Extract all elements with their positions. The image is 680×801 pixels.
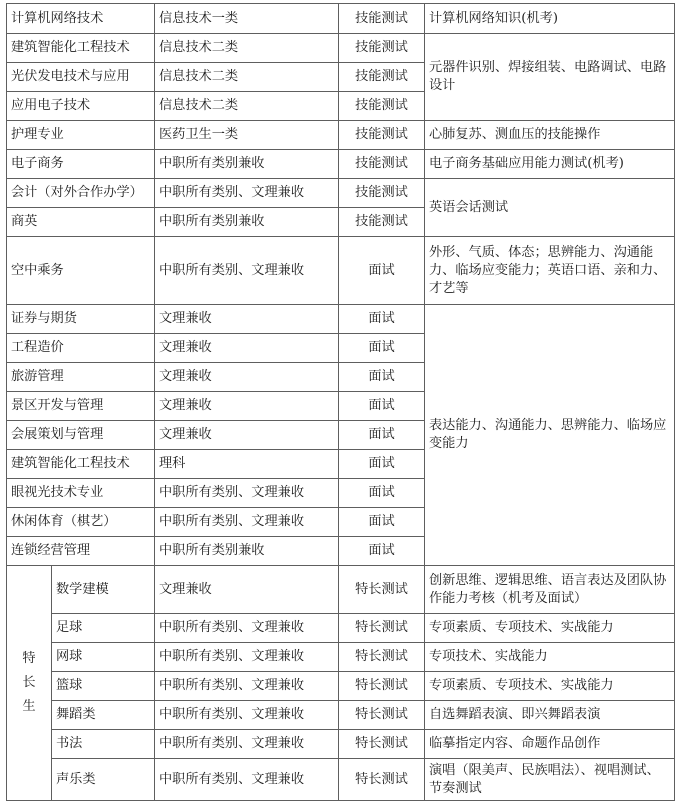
major-cell: 景区开发与管理: [7, 392, 155, 421]
method-cell: 技能测试: [339, 4, 425, 34]
category-cell: 中职所有类别、文理兼收: [155, 701, 339, 730]
method-cell: 特长测试: [339, 759, 425, 801]
major-cell: 会展策划与管理: [7, 421, 155, 450]
major-cell: 建筑智能化工程技术: [7, 450, 155, 479]
content-cell: 专项素质、专项技术、实战能力: [425, 672, 675, 701]
method-cell: 技能测试: [339, 208, 425, 237]
special-group-label: 特长生: [22, 651, 36, 714]
category-cell: 文理兼收: [155, 566, 339, 614]
category-cell: 文理兼收: [155, 421, 339, 450]
table-row: [7, 730, 675, 759]
major-cell: 光伏发电技术与应用: [7, 63, 155, 92]
content-cell: 自选舞蹈表演、即兴舞蹈表演: [425, 701, 675, 730]
method-cell: 面试: [339, 450, 425, 479]
special-major-cell: 足球: [52, 614, 155, 643]
table-row: [7, 759, 675, 801]
major-cell: 证券与期货: [7, 305, 155, 334]
category-cell: 中职所有类别、文理兼收: [155, 759, 339, 801]
category-cell: 中职所有类别、文理兼收: [155, 179, 339, 208]
category-cell: 信息技术二类: [155, 63, 339, 92]
table-row: [7, 237, 675, 305]
special-major-cell: 书法: [52, 730, 155, 759]
category-cell: 文理兼收: [155, 392, 339, 421]
category-cell: 医药卫生一类: [155, 121, 339, 150]
method-cell: 特长测试: [339, 701, 425, 730]
table-row: [7, 614, 675, 643]
special-major-cell: 舞蹈类: [52, 701, 155, 730]
major-cell: 空中乘务: [7, 237, 155, 305]
category-cell: 中职所有类别兼收: [155, 208, 339, 237]
major-cell: 工程造价: [7, 334, 155, 363]
method-cell: 面试: [339, 537, 425, 566]
major-cell: 旅游管理: [7, 363, 155, 392]
category-cell: 中职所有类别、文理兼收: [155, 237, 339, 305]
category-cell: 中职所有类别兼收: [155, 537, 339, 566]
method-cell: 特长测试: [339, 643, 425, 672]
category-cell: 中职所有类别兼收: [155, 150, 339, 179]
table-row: [7, 150, 675, 179]
major-cell: 连锁经营管理: [7, 537, 155, 566]
content-cell: 表达能力、沟通能力、思辨能力、临场应变能力: [425, 305, 675, 566]
method-cell: 技能测试: [339, 34, 425, 63]
major-cell: 眼视光技术专业: [7, 479, 155, 508]
special-major-cell: 数学建模: [52, 566, 155, 614]
method-cell: 技能测试: [339, 150, 425, 179]
method-cell: 技能测试: [339, 63, 425, 92]
category-cell: 中职所有类别、文理兼收: [155, 730, 339, 759]
content-cell: 临摹指定内容、命题作品创作: [425, 730, 675, 759]
category-cell: 信息技术一类: [155, 4, 339, 34]
table-row: [7, 121, 675, 150]
method-cell: 面试: [339, 392, 425, 421]
category-cell: 文理兼收: [155, 363, 339, 392]
admission-test-table: [6, 3, 675, 801]
category-cell: 理科: [155, 450, 339, 479]
method-cell: 技能测试: [339, 179, 425, 208]
category-cell: 信息技术二类: [155, 34, 339, 63]
method-cell: 技能测试: [339, 92, 425, 121]
method-cell: 面试: [339, 421, 425, 450]
content-cell: 专项技术、实战能力: [425, 643, 675, 672]
major-cell: 护理专业: [7, 121, 155, 150]
category-cell: 信息技术二类: [155, 92, 339, 121]
content-cell: 心肺复苏、测血压的技能操作: [425, 121, 675, 150]
content-cell: 元器件识别、焊接组装、电路调试、电路设计: [425, 34, 675, 121]
table-row: [7, 643, 675, 672]
method-cell: 特长测试: [339, 672, 425, 701]
method-cell: 面试: [339, 363, 425, 392]
content-cell: 演唱（限美声、民族唱法）、视唱测试、节奏测试: [425, 759, 675, 801]
table-row: [7, 34, 675, 63]
major-cell: 休闲体育（棋艺）: [7, 508, 155, 537]
content-cell: 计算机网络知识(机考): [425, 4, 675, 34]
table-row: [7, 4, 675, 34]
special-major-cell: 声乐类: [52, 759, 155, 801]
major-cell: 会计（对外合作办学）: [7, 179, 155, 208]
content-cell: 专项素质、专项技术、实战能力: [425, 614, 675, 643]
category-cell: 文理兼收: [155, 305, 339, 334]
major-cell: 电子商务: [7, 150, 155, 179]
method-cell: 特长测试: [339, 730, 425, 759]
major-cell: 应用电子技术: [7, 92, 155, 121]
major-cell: 计算机网络技术: [7, 4, 155, 34]
method-cell: 面试: [339, 237, 425, 305]
content-cell: 外形、气质、体态；思辨能力、沟通能力、临场应变能力；英语口语、亲和力、才艺等: [425, 237, 675, 305]
special-major-cell: 网球: [52, 643, 155, 672]
content-cell: 创新思维、逻辑思维、语言表达及团队协作能力考核（机考及面试）: [425, 566, 675, 614]
table-row: [7, 672, 675, 701]
table-row: [7, 179, 675, 208]
method-cell: 面试: [339, 334, 425, 363]
special-major-cell: 篮球: [52, 672, 155, 701]
category-cell: 中职所有类别、文理兼收: [155, 614, 339, 643]
table-row: [7, 305, 675, 334]
method-cell: 特长测试: [339, 566, 425, 614]
content-cell: 电子商务基础应用能力测试(机考): [425, 150, 675, 179]
major-cell: 建筑智能化工程技术: [7, 34, 155, 63]
method-cell: 面试: [339, 305, 425, 334]
method-cell: 面试: [339, 508, 425, 537]
category-cell: 中职所有类别、文理兼收: [155, 479, 339, 508]
content-cell: 英语会话测试: [425, 179, 675, 237]
category-cell: 中职所有类别、文理兼收: [155, 508, 339, 537]
table-row: [7, 701, 675, 730]
table-row: [7, 566, 675, 614]
category-cell: 中职所有类别、文理兼收: [155, 672, 339, 701]
special-group-cell: [7, 566, 52, 801]
category-cell: 文理兼收: [155, 334, 339, 363]
category-cell: 中职所有类别、文理兼收: [155, 643, 339, 672]
method-cell: 特长测试: [339, 614, 425, 643]
major-cell: 商英: [7, 208, 155, 237]
method-cell: 技能测试: [339, 121, 425, 150]
method-cell: 面试: [339, 479, 425, 508]
